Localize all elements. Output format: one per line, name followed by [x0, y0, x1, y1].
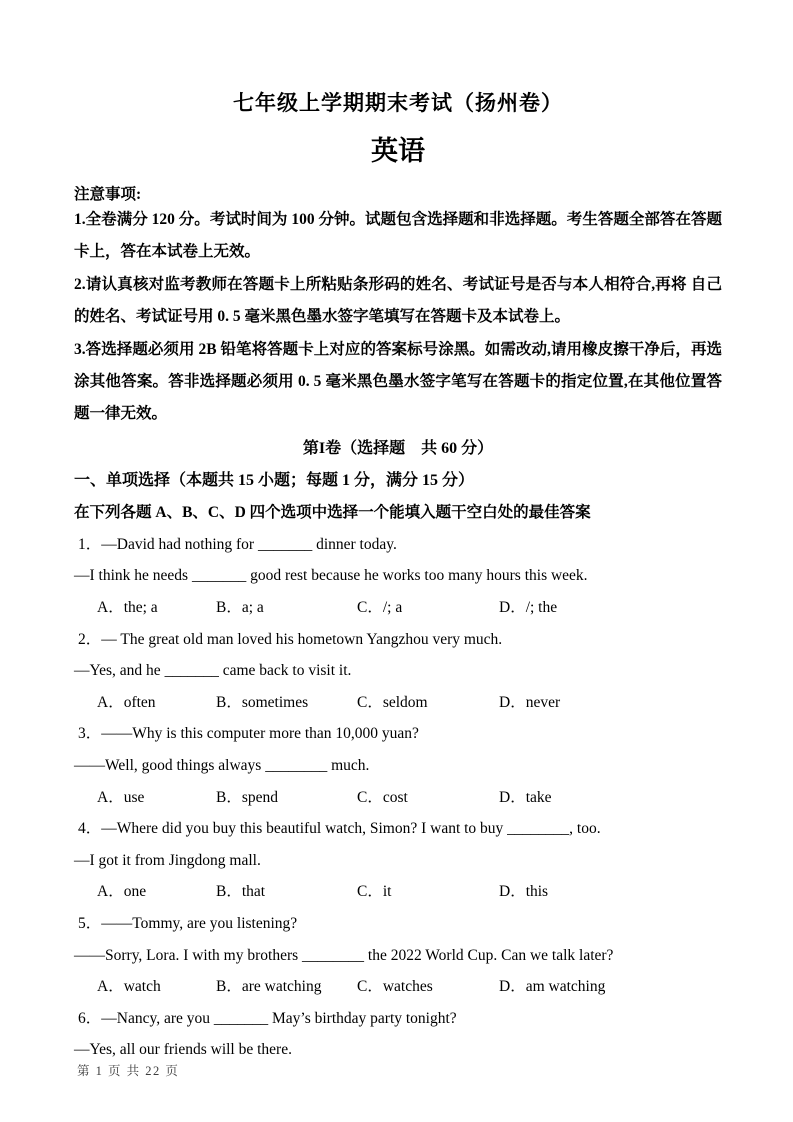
question-reply: —Yes, all our friends will be there.: [74, 1041, 292, 1059]
page-footer: 第 1 页 共 22 页: [77, 1064, 180, 1078]
question-block-2: [74, 624, 722, 719]
option-item: C．watches: [357, 978, 433, 996]
option-item: A．watch: [97, 978, 161, 996]
option-item: C．/; a: [357, 599, 403, 617]
notice-item-1: 1.全卷满分 120 分。考试时间为 100 分钟。试题包含选择题和非选择题。考生答题全部答在答题卡上，答在本试卷上无效。: [74, 211, 722, 261]
question-stem: 3．——Why is this computer more than 10,000 yuan?: [78, 725, 419, 743]
option-item: D．take: [499, 788, 552, 806]
part1-title: 第I卷（选择题 共 60 分）: [302, 439, 494, 457]
question-block-3: [74, 718, 722, 813]
question-reply: ——Sorry, Lora. I with my brothers ________ the 2022 World Cup. Can we talk later?: [74, 946, 614, 964]
question-stem: 5．——Tommy, are you listening?: [78, 914, 298, 932]
option-row: [74, 592, 722, 624]
option-item: C．seldom: [357, 693, 428, 711]
question-reply: —I think he needs _______ good rest because he works too many hours this week.: [74, 567, 588, 585]
question-reply: —I got it from Jingdong mall.: [74, 851, 261, 869]
option-item: C．cost: [357, 788, 408, 806]
option-item: D．/; the: [499, 599, 558, 617]
question-list: [74, 529, 722, 1066]
option-row: [74, 782, 722, 814]
option-row: [74, 971, 722, 1003]
question-stem: 1．—David had nothing for _______ dinner today.: [78, 535, 397, 553]
section1-title: 一、单项选择（本题共 15 小题；每题 1 分，满分 15 分）: [74, 471, 475, 489]
option-item: A．often: [97, 693, 156, 711]
subject-title: 英语: [371, 136, 425, 166]
question-block-6: [74, 1003, 722, 1066]
option-item: B．spend: [216, 788, 279, 806]
option-item: D．am watching: [499, 978, 606, 996]
question-block-5: [74, 908, 722, 1003]
option-item: B．sometimes: [216, 693, 309, 711]
exam-title: 七年级上学期期末考试（扬州卷）: [233, 91, 563, 115]
question-stem: 4．—Where did you buy this beautiful watch, Simon? I want to buy ________, too.: [78, 820, 601, 838]
question-reply: —Yes, and he _______ came back to visit it.: [74, 662, 352, 680]
notice-item-3: 3.答选择题必须用 2B 铅笔将答题卡上对应的答案标号涂黑。如需改动,请用橡皮擦干净后，再选涂其他答案。答非选择题必须用 0. 5 毫米黑色墨水签字笔写在答题卡的指定位置,在其他位置答题一律无效。: [74, 340, 722, 423]
notice-section: [74, 186, 722, 431]
question-stem: 2．— The great old man loved his hometown Yangzhou very much.: [78, 630, 503, 648]
question-reply: ——Well, good things always ________ much.: [74, 757, 370, 774]
option-row: [74, 876, 722, 908]
option-item: B．a; a: [216, 599, 264, 617]
option-item: B．are watching: [216, 978, 322, 996]
notice-heading: 注意事项:: [74, 186, 142, 203]
option-item: D．never: [499, 693, 561, 711]
option-item: A．use: [97, 788, 145, 806]
option-item: A．one: [97, 883, 147, 901]
section1-instruction: 在下列各题 A、B、C、D 四个选项中选择一个能填入题干空白处的最佳答案: [74, 503, 591, 521]
notice-item-2: 2.请认真核对监考教师在答题卡上所粘贴条形码的姓名、考试证号是否与本人相符合,再将 自己的姓名、考试证号用 0. 5 毫米黑色墨水签字笔填写在答题卡及本试卷上。: [74, 275, 722, 326]
question-block-4: [74, 813, 722, 908]
option-item: B．that: [216, 883, 266, 901]
option-item: A．the; a: [97, 599, 158, 617]
option-item: D．this: [499, 883, 549, 901]
question-stem: 6．—Nancy, are you _______ May’s birthday party tonight?: [78, 1009, 457, 1027]
question-block-1: [74, 529, 722, 624]
option-item: C．it: [357, 883, 392, 901]
option-row: [74, 687, 722, 719]
